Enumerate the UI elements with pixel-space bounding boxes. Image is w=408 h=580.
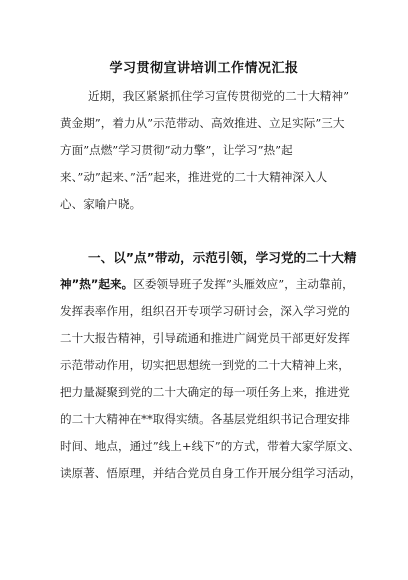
section-1-heading-end: 神”热”起来。 bbox=[60, 277, 134, 291]
paragraph-line: 二十大报告精神，引导疏通和推进广阔党员干部更好发挥 bbox=[60, 331, 350, 345]
paragraph-line: 黄金期”，着力从”示范带动、高效推进、立足实际”三大 bbox=[60, 116, 345, 130]
intro-paragraph bbox=[60, 83, 360, 218]
paragraph-line: 心、家喻户晓。 bbox=[60, 197, 142, 211]
paragraph-line bbox=[60, 271, 360, 298]
paragraph-line: 的二十大精神在**取得实绩。各基层党组织书记合理安排 bbox=[60, 412, 350, 426]
paragraph-line: 示范带动作用，切实把思想统一到党的二十大精神上来， bbox=[60, 358, 350, 372]
paragraph-line: 把力量凝聚到党的二十大确定的每一项任务上来，推进党 bbox=[60, 385, 350, 399]
paragraph-line: 时间、地点，通过”线上+线下”的方式，带着大家学原文、 bbox=[60, 439, 360, 453]
paragraph-text: 区委领导班子发挥”头雁效应”，主动靠前， bbox=[133, 277, 354, 291]
paragraph-line: 读原著、悟原理，并结合党员自身工作开展分组学习活动， bbox=[60, 466, 362, 480]
section-1-paragraph bbox=[60, 244, 360, 487]
paragraph-line: 方面”点燃”学习贯彻”动力擎”，让学习”热”起 bbox=[60, 143, 293, 157]
paragraph-line: 来、”动”起来、”活”起来，推进党的二十大精神深入人 bbox=[60, 170, 328, 184]
paragraph-line: 发挥表率作用，组织召开专项学习研讨会，深入学习党的 bbox=[60, 304, 350, 318]
paragraph-line: 近期，我区紧紧抓住学习宣传贯彻党的二十大精神” bbox=[88, 89, 349, 103]
section-1-heading: 一、以”点”带动，示范引领，学习党的二十大精 bbox=[88, 250, 357, 265]
document-title: 学习贯彻宣讲培训工作情况汇报 bbox=[109, 61, 299, 76]
